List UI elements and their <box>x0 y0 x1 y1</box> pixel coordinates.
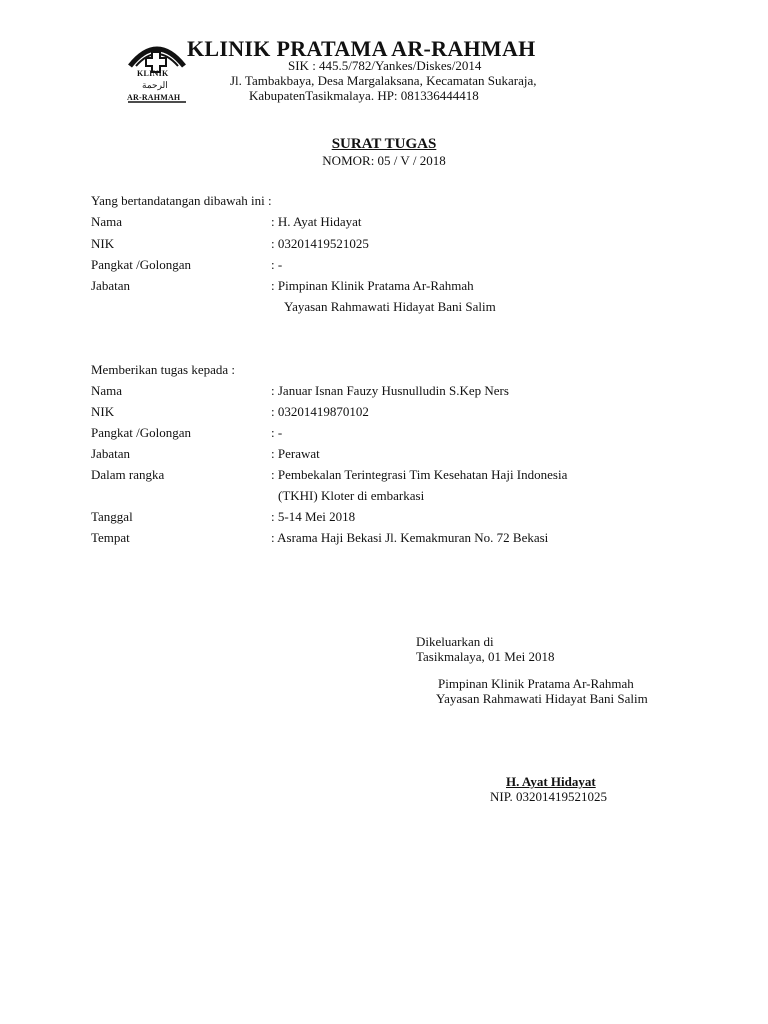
assignee-position-value: : Perawat <box>271 446 320 461</box>
document-number: NOMOR: 05 / V / 2018 <box>322 153 446 168</box>
assignee-rank-label: Pangkat /Golongan <box>91 425 192 440</box>
clinic-address-line2: KabupatenTasikmalaya. HP: 081336444418 <box>249 88 479 103</box>
issued-at-label: Dikeluarkan di <box>416 634 494 649</box>
assignee-date-value: : 5-14 Mei 2018 <box>271 509 356 524</box>
assignee-purpose-label: Dalam rangka <box>91 467 165 482</box>
issuer-position-label: Jabatan <box>91 278 130 293</box>
assignee-date-label: Tanggal <box>91 509 133 524</box>
issuer-position-value: : Pimpinan Klinik Pratama Ar-Rahmah <box>271 278 474 293</box>
assignee-nik-value: : 03201419870102 <box>271 404 369 419</box>
issuer-name-value: : H. Ayat Hidayat <box>271 214 362 229</box>
logo-text-ar-rahmah: AR-RAHMAH <box>127 93 181 102</box>
assignee-name-label: Nama <box>91 383 123 398</box>
issuer-rank-label: Pangkat /Golongan <box>91 257 192 272</box>
clinic-name: KLINIK PRATAMA AR-RAHMAH <box>187 36 536 61</box>
clinic-address-line1: Jl. Tambakbaya, Desa Margalaksana, Kecamatan Sukaraja, <box>230 73 537 88</box>
issuer-position-continuation: Yayasan Rahmawati Hidayat Bani Salim <box>284 299 496 314</box>
signer-position-line1: Pimpinan Klinik Pratama Ar-Rahmah <box>438 676 634 691</box>
issuer-rank-value: : - <box>271 257 283 272</box>
document-title: SURAT TUGAS <box>331 136 437 152</box>
assignee-purpose-continuation: (TKHI) Kloter di embarkasi <box>278 488 425 503</box>
signer-name: H. Ayat Hidayat <box>506 774 596 789</box>
assignee-place-label: Tempat <box>91 530 130 545</box>
logo-text-klinik: KLINIK <box>137 69 169 78</box>
signer-nip: NIP. 03201419521025 <box>490 789 608 804</box>
issuer-nik-label: NIK <box>91 236 115 251</box>
assignee-nik-label: NIK <box>91 404 115 419</box>
logo-text-arabic: الرحمة <box>142 80 168 90</box>
assignee-position-label: Jabatan <box>91 446 130 461</box>
issuer-intro: Yang bertandatangan dibawah ini : <box>91 193 272 208</box>
assignee-rank-value: : - <box>271 425 283 440</box>
issuer-name-label: Nama <box>91 214 123 229</box>
issued-place-date: Tasikmalaya, 01 Mei 2018 <box>416 649 555 664</box>
assignee-purpose-value: : Pembekalan Terintegrasi Tim Kesehatan Haji Indonesia <box>271 467 568 482</box>
assignee-intro: Memberikan tugas kepada : <box>91 362 236 377</box>
signer-position-line2: Yayasan Rahmawati Hidayat Bani Salim <box>436 691 648 706</box>
clinic-license: SIK : 445.5/782/Yankes/Diskes/2014 <box>288 58 482 73</box>
assignee-place-value: : Asrama Haji Bekasi Jl. Kemakmuran No. 72 Bekasi <box>271 530 549 545</box>
issuer-nik-value: : 03201419521025 <box>271 236 369 251</box>
assignee-name-value: : Januar Isnan Fauzy Husnulludin S.Kep Ners <box>271 383 509 398</box>
